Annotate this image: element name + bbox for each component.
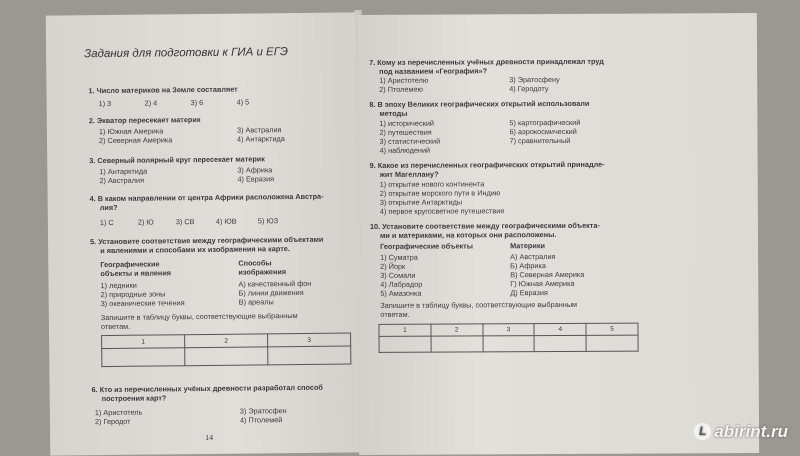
q9-option: 1) открытие нового континента xyxy=(379,179,485,189)
q5-instruction: ответам. xyxy=(100,321,131,332)
q10-table-header: 3 xyxy=(483,324,535,336)
watermark-logo xyxy=(694,422,788,442)
q5-col2-header: Способы xyxy=(238,258,272,268)
q5-item: 3) океанические течения xyxy=(100,298,185,309)
q5-item: 2) природные зоны xyxy=(100,289,166,300)
q5-text-line2: и явлениями и способами их изображения на карте. xyxy=(100,244,290,256)
q3-option: 2) Австралия xyxy=(99,175,145,186)
q2-option: 2) Северная Америка xyxy=(98,135,173,146)
q8-option: 4) наблюдений xyxy=(379,145,431,155)
watermark-text: abirint.ru xyxy=(714,422,788,441)
q8-text-line1: 8. В эпоху Великих географических открытий использовали xyxy=(369,98,590,109)
q10-table-cell[interactable] xyxy=(431,336,483,352)
q1-option: 4) 5 xyxy=(236,97,250,107)
q5-table-cell[interactable] xyxy=(185,347,268,366)
q1-option: 1) 3 xyxy=(98,98,112,109)
q8-option: 5) картографический xyxy=(509,117,581,128)
q1-option: 3) 6 xyxy=(190,97,204,108)
q6-option: 1) Аристотель xyxy=(94,407,143,418)
q5-col2-header: изображения xyxy=(238,267,287,277)
q10-table-header: 1 xyxy=(379,324,431,336)
q6-option: 2) Геродот xyxy=(94,416,131,427)
q9-option: 3) открытие Антарктиды xyxy=(379,197,463,207)
q2-option: 1) Южная Америка xyxy=(98,126,164,137)
q10-item: 2) Йорк xyxy=(380,261,406,271)
q7-option: 4) Геродоту xyxy=(509,84,549,94)
q4-option: 2) Ю xyxy=(137,217,154,227)
q5-answer: А) качественный фон xyxy=(238,278,312,289)
q5-col1-header: Географические xyxy=(100,259,160,270)
q5-item: 1) ледники xyxy=(100,280,137,291)
q10-col1-header: Географические объекты xyxy=(380,241,473,251)
q10-table-header: 4 xyxy=(534,323,586,335)
q2-option: 3) Австралия xyxy=(236,125,282,135)
q10-table-cell[interactable] xyxy=(379,336,431,352)
q10-instruction: ответам. xyxy=(380,309,410,319)
q5-instruction: Запишите в таблицу буквы, соответствующие выбранным xyxy=(100,311,298,323)
q5-answer: В) ареалы xyxy=(238,297,274,307)
q5-answer: Б) линии движения xyxy=(238,287,304,298)
page-number: 14 xyxy=(205,432,214,442)
q7-text-line2: под названием «География»? xyxy=(379,66,488,76)
labyrinth-logo-icon: L xyxy=(694,423,711,440)
q10-item: 4) Лабрадор xyxy=(380,279,423,289)
q10-table-cell[interactable] xyxy=(534,335,586,351)
q10-answer: А) Австралия xyxy=(510,252,556,262)
page-title: Задания для подготовки к ГИА и ЕГЭ xyxy=(84,46,288,61)
q5-answer-table xyxy=(101,332,351,367)
q7-option: 2) Птолемею xyxy=(379,84,424,94)
q5-table-cell[interactable] xyxy=(102,348,185,367)
q7-option: 1) Аристотелю xyxy=(379,75,429,85)
q10-table-header: 2 xyxy=(431,324,483,336)
q4-option: 5) ЮЗ xyxy=(257,216,279,226)
q10-text-line2: ми и материками, на которых они расположены. xyxy=(379,230,557,240)
left-page xyxy=(46,12,361,455)
q6-option: 4) Птолемей xyxy=(239,415,283,425)
q10-answer: Д) Евразия xyxy=(510,288,548,298)
q9-option: 4) первое кругосветное путешествие xyxy=(379,206,505,216)
q3-text: 3. Северный полярный круг пересекает материк xyxy=(89,154,265,166)
q8-option: 3) статистический xyxy=(379,136,441,146)
q2-option: 4) Антарктида xyxy=(236,134,285,144)
q9-text-line2: жит Магеллану? xyxy=(379,169,439,179)
q5-table-header: 1 xyxy=(102,335,185,349)
q10-item: 5) Амазонка xyxy=(380,288,422,298)
q9-option: 2) открытие морского пути в Индию xyxy=(379,188,501,198)
q7-text-line1: 7. Кому из перечисленных учёных древности принадлежал труд xyxy=(369,56,604,67)
q10-table-cell[interactable] xyxy=(586,335,638,351)
q6-text-line2: построения карт? xyxy=(101,393,167,404)
q1-text: 1. Число материков на Земле составляет xyxy=(88,84,238,96)
q10-instruction: Запишите в таблицу буквы, соответствующие выбранным xyxy=(380,299,578,310)
q9-text-line1: 9. Какое из перечисленных географических открытий принадле- xyxy=(369,159,605,170)
q1-option: 2) 4 xyxy=(144,98,158,108)
q3-option: 3) Африка xyxy=(237,165,273,175)
right-page xyxy=(357,13,759,455)
q10-table-header: 5 xyxy=(586,323,638,335)
q10-text-line1: 10. Установите соответствие между географическими объекта- xyxy=(369,220,600,231)
q10-answer: Г) Южная Америка xyxy=(510,278,575,289)
q4-option: 3) СВ xyxy=(175,217,195,227)
q4-option: 4) ЮВ xyxy=(215,216,237,226)
q8-option: 7) сравнительный xyxy=(509,135,571,146)
q10-answer: В) Северная Америка xyxy=(510,269,585,280)
q6-text-line1: 6. Кто из перечисленных учёных древности разработал способ xyxy=(91,382,323,395)
q4-text-line1: 4. В каком направлении от центра Африки расположена Австра- xyxy=(89,191,324,204)
q3-option: 1) Антарктида xyxy=(99,166,148,177)
q10-answer: Б) Африка xyxy=(510,261,546,271)
q7-option: 3) Эратосфену xyxy=(509,74,560,85)
q4-option: 1) С xyxy=(99,217,114,228)
q2-text: 2. Экватор пересекает материк xyxy=(88,115,201,126)
q8-option: 6) аэрокосмический xyxy=(509,126,577,137)
q5-col1-header: объекты и явления xyxy=(100,268,172,279)
q5-text-line1: 5. Установите соответствие между географическими объектами xyxy=(90,234,324,247)
q5-table-header: 2 xyxy=(185,334,268,348)
q6-option: 3) Эратосфен xyxy=(239,406,287,416)
q10-table-cell[interactable] xyxy=(483,336,535,352)
q8-text-line2: методы xyxy=(379,108,408,118)
q3-option: 4) Евразия xyxy=(237,174,275,184)
q10-item: 1) Суматра xyxy=(380,252,418,262)
q8-option: 1) исторический xyxy=(379,118,434,128)
q5-table-header: 3 xyxy=(268,333,351,347)
q10-answer-table xyxy=(378,323,638,353)
q10-col2-header: Материки xyxy=(510,241,546,251)
q5-table-cell[interactable] xyxy=(268,346,351,365)
q10-item: 3) Сомали xyxy=(380,270,416,280)
q4-text-line2: лия? xyxy=(99,202,118,213)
q8-option: 2) путешествия xyxy=(379,127,432,137)
